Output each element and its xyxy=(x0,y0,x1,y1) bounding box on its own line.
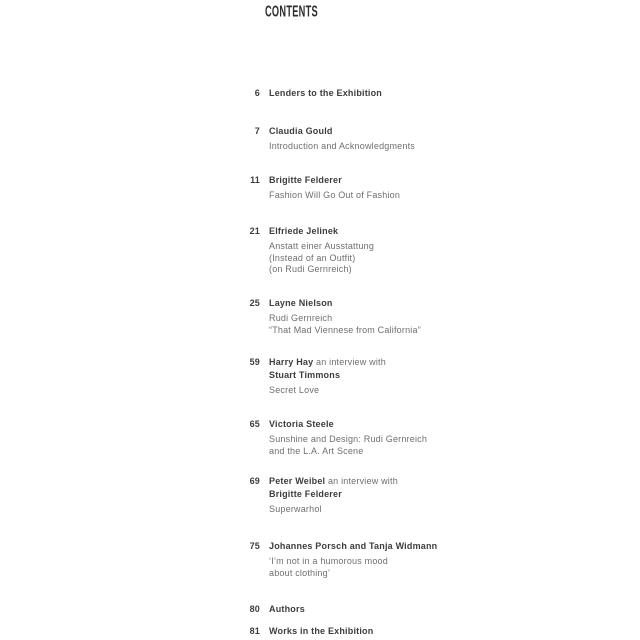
toc-entry-subtitle xyxy=(269,385,386,397)
toc-page-number: 69 xyxy=(249,476,260,486)
toc-entry-subtitle-line: and the L.A. Art Scene xyxy=(269,445,364,456)
toc-page-number: 21 xyxy=(249,226,260,236)
toc-entry-subtitle xyxy=(269,504,398,516)
toc-entry-subtitle xyxy=(269,190,400,202)
toc-entry-subtitle-line: Introduction and Acknowledgments xyxy=(269,141,415,151)
toc-entry-name: Stuart Timmons xyxy=(269,370,341,380)
toc-entry-title-line xyxy=(269,540,437,553)
toc-entry-body xyxy=(269,418,427,457)
toc-entry-name: Claudia Gould xyxy=(269,126,333,136)
toc-entry-body xyxy=(269,174,400,202)
toc-entry xyxy=(246,475,606,516)
toc-entry-body xyxy=(269,87,382,100)
toc-entry-title-line xyxy=(269,356,386,369)
toc-entry-name: Layne Nielson xyxy=(269,298,333,308)
toc-entry xyxy=(246,625,606,638)
toc-page-number: 75 xyxy=(249,541,260,551)
toc-entry-title-line xyxy=(269,488,398,501)
toc-entry-body xyxy=(269,297,421,336)
toc-entry-name: Elfriede Jelinek xyxy=(269,226,339,236)
toc-entry-title-line xyxy=(269,603,305,616)
toc-entry-subtitle-line: ‘I’m not in a humorous mood xyxy=(269,556,388,566)
toc-entry-title-line xyxy=(269,174,400,187)
toc-entry-subtitle-line: about clothing’ xyxy=(269,567,331,578)
toc-page-number: 25 xyxy=(249,298,260,308)
toc-entry-body xyxy=(269,625,373,638)
toc-entry-subtitle-line: Fashion Will Go Out of Fashion xyxy=(269,190,401,200)
toc-entry xyxy=(246,603,606,616)
toc-entry-subtitle xyxy=(269,241,374,276)
toc-entry xyxy=(246,418,606,457)
toc-entry-body xyxy=(269,540,437,579)
toc-page-number: 80 xyxy=(249,604,260,614)
toc-entry xyxy=(246,356,606,397)
toc-entry-name: Lenders to the Exhibition xyxy=(269,88,383,98)
toc-entry-subtitle-line: Sunshine and Design: Rudi Gernreich xyxy=(269,434,428,444)
toc-entry-title-line xyxy=(269,625,373,638)
toc-entry xyxy=(246,297,606,336)
toc-entry-name: Brigitte Felderer xyxy=(269,489,342,499)
toc-entry-name: Harry Hay xyxy=(269,357,314,367)
toc-entry-title-line xyxy=(269,87,382,100)
toc-entry-name: Victoria Steele xyxy=(269,419,334,429)
toc-entry-subtitle-line: (on Rudi Gernreich) xyxy=(269,264,352,274)
toc-entry-subtitle-line: (Instead of an Outfit) xyxy=(269,252,356,263)
toc-entry xyxy=(246,225,606,276)
toc-entry-subtitle-line: “That Mad Viennese from California” xyxy=(269,324,421,335)
toc-entry-body xyxy=(269,475,398,516)
toc-entry-subtitle xyxy=(269,434,427,457)
toc-entry-name: Brigitte Felderer xyxy=(269,175,342,185)
toc-entry-name: Peter Weibel xyxy=(269,476,326,486)
toc-entry-subtitle-line: Anstatt einer Ausstattung xyxy=(269,241,375,251)
toc-entry-name-suffix: an interview with xyxy=(325,476,398,486)
toc-entry-body xyxy=(269,225,374,276)
toc-entry-title-line xyxy=(269,225,374,238)
toc-entry-name-suffix: an interview with xyxy=(313,357,386,367)
toc-entry-subtitle xyxy=(269,556,437,579)
toc-entry-title-line xyxy=(269,475,398,488)
toc-page-number: 6 xyxy=(254,88,260,98)
toc-list xyxy=(246,87,606,638)
toc-entry-subtitle-line: Secret Love xyxy=(269,385,320,395)
toc-entry-title-line xyxy=(269,418,427,431)
toc-entry-subtitle xyxy=(269,141,415,153)
toc-entry-name: Johannes Porsch and Tanja Widmann xyxy=(269,541,438,551)
toc-entry-body xyxy=(269,356,386,397)
page-title: CONTENTS xyxy=(265,2,318,20)
toc-entry-title-line xyxy=(269,297,421,310)
toc-entry-subtitle-line: Superwarhol xyxy=(269,504,322,514)
toc-entry xyxy=(246,87,606,100)
toc-entry xyxy=(246,125,606,153)
toc-page-number: 11 xyxy=(250,175,260,185)
toc-page-number: 65 xyxy=(249,419,260,429)
toc-entry xyxy=(246,540,606,579)
toc-page-number: 59 xyxy=(249,357,260,367)
toc-entry-body xyxy=(269,603,305,616)
toc-entry-subtitle-line: Rudi Gernreich xyxy=(269,313,333,323)
toc-entry-title-line xyxy=(269,369,386,382)
toc-entry-name: Authors xyxy=(269,604,305,614)
toc-entry-subtitle xyxy=(269,313,421,336)
toc-page-number: 81 xyxy=(249,626,260,636)
toc-entry-body xyxy=(269,125,415,153)
toc-entry xyxy=(246,174,606,202)
toc-entry-name: Works in the Exhibition xyxy=(269,626,374,636)
toc-page-number: 7 xyxy=(254,126,260,136)
toc-entry-title-line xyxy=(269,125,415,138)
